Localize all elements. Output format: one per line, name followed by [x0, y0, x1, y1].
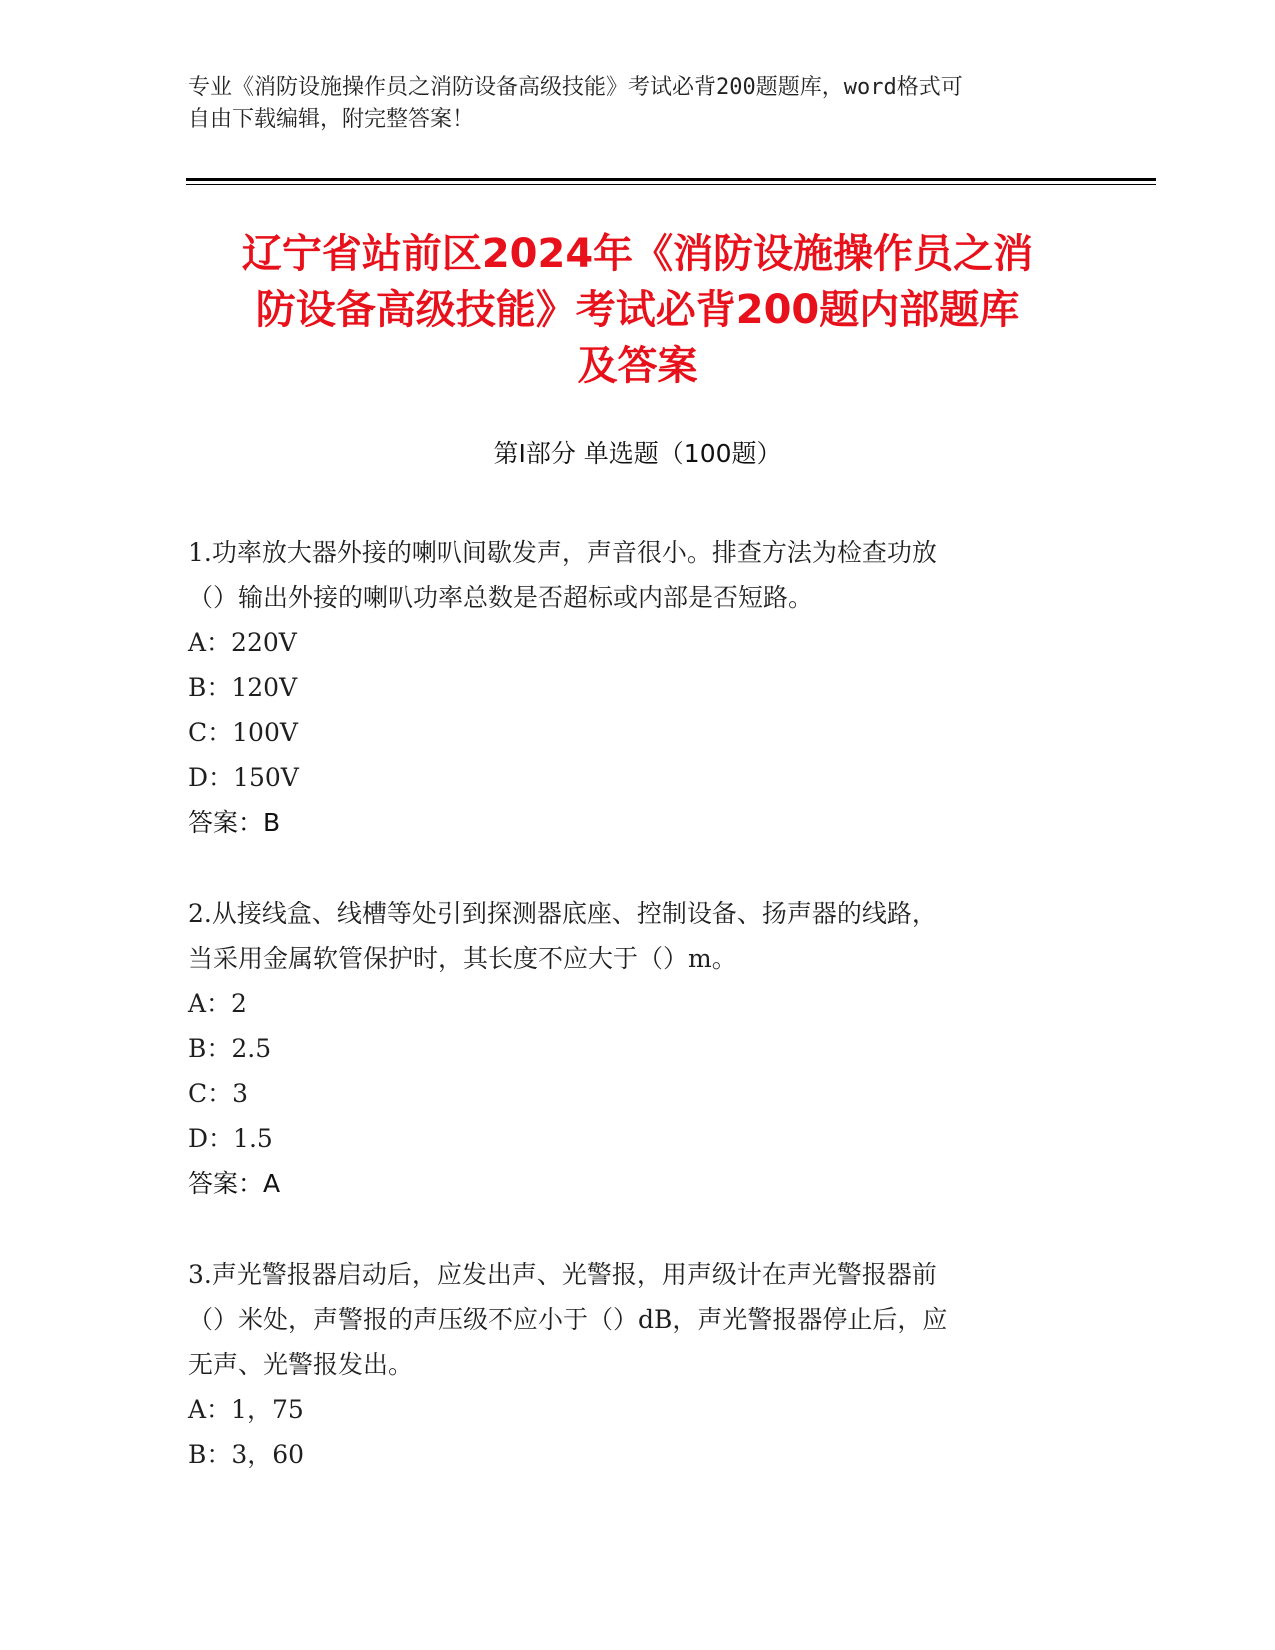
- question-list: [188, 530, 1088, 1477]
- document-title: [160, 226, 1115, 394]
- question-item: [188, 1252, 1088, 1477]
- title-line-1: 辽宁省站前区2024年《消防设施操作员之消: [241, 231, 1034, 277]
- header-rule-thick: [186, 178, 1156, 181]
- title-line-3: 及答案: [577, 343, 698, 389]
- option-c: C：3: [188, 1079, 249, 1108]
- option-a: A：1，75: [188, 1395, 304, 1424]
- option-d: D：1.5: [188, 1124, 273, 1153]
- question-text-line: 2.从接线盒、线槽等处引到探测器底座、控制设备、扬声器的线路，: [188, 899, 937, 928]
- answer-line: 答案：A: [188, 1169, 281, 1198]
- option-b: B：120V: [188, 673, 298, 702]
- answer-line: 答案：B: [188, 808, 281, 837]
- section-heading: 第Ⅰ部分 单选题（100题）: [493, 439, 782, 468]
- option-a: A：2: [188, 989, 247, 1018]
- header-note-line-1: 专业《消防设施操作员之消防设备高级技能》考试必背200题题库，word格式可: [188, 75, 963, 100]
- option-b: B：3，60: [188, 1440, 305, 1469]
- question-text-line: 无声、光警报发出。: [188, 1350, 414, 1379]
- question-text-line: （）输出外接的喇叭功率总数是否超标或内部是否短路。: [188, 583, 814, 612]
- header-note-line-2: 自由下载编辑，附完整答案！: [188, 107, 475, 132]
- question-text-line: 当采用金属软管保护时，其长度不应大于（）m。: [188, 944, 737, 973]
- question-spacer: [188, 1206, 1088, 1252]
- option-b: B：2.5: [188, 1034, 272, 1063]
- option-d: D：150V: [188, 763, 299, 792]
- title-line-2: 防设备高级技能》考试必背200题内部题库: [255, 287, 1020, 333]
- header-note: [188, 72, 1088, 136]
- question-item: [188, 891, 1088, 1206]
- question-text-line: （）米处，声警报的声压级不应小于（）dB，声光警报器停止后，应: [188, 1305, 948, 1334]
- question-item: [188, 530, 1088, 845]
- question-text-line: 1.功率放大器外接的喇叭间歇发声，声音很小。排查方法为检查功放: [188, 538, 937, 567]
- question-text-line: 3.声光警报器启动后，应发出声、光警报，用声级计在声光警报器前: [188, 1260, 937, 1289]
- option-c: C：100V: [188, 718, 298, 747]
- header-rule-thin: [186, 184, 1156, 185]
- option-a: A：220V: [188, 628, 297, 657]
- question-spacer: [188, 845, 1088, 891]
